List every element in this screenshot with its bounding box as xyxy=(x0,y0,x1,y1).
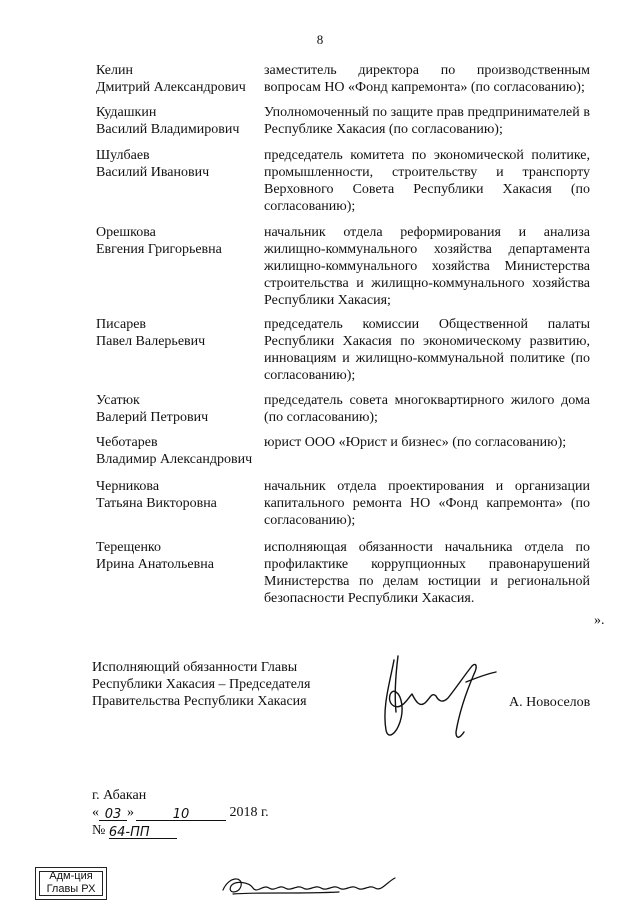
member-name xyxy=(96,62,264,96)
member-row xyxy=(96,392,590,426)
member-surname: Орешкова xyxy=(96,225,156,240)
role-line: начальник отдела проектирования и организации xyxy=(264,479,590,494)
member-row xyxy=(96,104,590,138)
member-given-names: Татьяна Викторовна xyxy=(96,496,217,511)
role-line: согласованию); xyxy=(264,368,356,383)
member-row xyxy=(96,539,590,607)
role-line: Министерства по делам юстиции и региональной xyxy=(264,574,590,589)
role-line: безопасности Республики Хакасия. xyxy=(264,591,475,606)
member-row xyxy=(96,316,590,384)
member-role xyxy=(264,434,590,468)
role-line: Республики Хакасия по экономическому развитию, xyxy=(264,334,590,349)
signatory-title xyxy=(92,659,310,710)
date-close-quote: » xyxy=(127,805,134,820)
role-line: Верховного Совета Республики Хакасия (по xyxy=(264,182,590,197)
role-line: жилищно-коммунального хозяйства Министерства xyxy=(264,259,590,274)
signatory-title-line: Республики Хакасия – Председателя xyxy=(92,677,311,692)
member-given-names: Валерий Петрович xyxy=(96,410,209,425)
role-line: профилактике коррупционных правонарушений xyxy=(264,557,590,572)
member-role xyxy=(264,539,590,607)
member-row xyxy=(96,147,590,215)
role-line: (по согласованию); xyxy=(264,410,378,425)
signatory-title-line: Правительства Республики Хакасия xyxy=(92,694,307,709)
member-surname: Усатюк xyxy=(96,393,140,408)
number-prefix: № xyxy=(92,823,106,838)
member-given-names: Евгения Григорьевна xyxy=(96,242,222,257)
member-name xyxy=(96,104,264,138)
number-value: 64-ПП xyxy=(108,825,150,840)
member-name xyxy=(96,224,264,309)
signatory-title-line: Исполняющий обязанности Главы xyxy=(92,660,298,675)
role-line: юрист ООО «Юрист и бизнес» (по согласованию); xyxy=(264,435,567,450)
stamp-line: Адм-ция xyxy=(49,870,93,882)
member-role xyxy=(264,62,590,96)
page-number: 8 xyxy=(316,32,324,47)
member-role xyxy=(264,478,590,529)
place-of-issue: г. Абакан xyxy=(92,788,147,803)
member-surname: Келин xyxy=(96,63,133,78)
member-surname: Чеботарев xyxy=(96,435,158,450)
member-given-names: Владимир Александрович xyxy=(96,452,253,467)
role-line: промышленности, строительству и транспорту xyxy=(264,165,590,180)
role-line: Уполномоченный по защите прав предпринимателей в xyxy=(264,105,590,120)
member-given-names: Павел Валерьевич xyxy=(96,334,206,349)
role-line: начальник отдела реформирования и анализа xyxy=(264,225,590,240)
stamp-line: Главы РХ xyxy=(46,883,96,895)
date-month: 10 xyxy=(172,807,190,822)
role-line: председатель совета многоквартирного жилого дома xyxy=(264,393,590,408)
date-day: 03 xyxy=(104,807,122,822)
role-line: вопросам НО «Фонд капремонта» (по согласованию); xyxy=(264,80,585,95)
handwritten-signature xyxy=(372,652,502,747)
member-given-names: Дмитрий Александрович xyxy=(96,80,246,95)
closing-quote: ». xyxy=(594,613,605,628)
role-line: заместитель директора по производственным xyxy=(264,63,590,78)
role-line: исполняющая обязанности начальника отдела по xyxy=(264,540,590,555)
member-name xyxy=(96,392,264,426)
role-line: согласованию); xyxy=(264,513,356,528)
member-given-names: Ирина Анатольевна xyxy=(96,557,214,572)
role-line: председатель комиссии Общественной палаты xyxy=(264,317,590,332)
member-row xyxy=(96,62,590,96)
member-name xyxy=(96,478,264,529)
member-role xyxy=(264,224,590,309)
document-date xyxy=(92,804,269,821)
member-name xyxy=(96,539,264,607)
member-surname: Шулбаев xyxy=(96,148,150,163)
member-surname: Терещенко xyxy=(96,540,162,555)
member-role xyxy=(264,392,590,426)
member-given-names: Василий Владимирович xyxy=(96,122,240,137)
signer-name: А. Новоселов xyxy=(509,695,591,710)
member-given-names: Василий Иванович xyxy=(96,165,210,180)
role-line: председатель комитета по экономической политике, xyxy=(264,148,590,163)
member-surname: Кудашкин xyxy=(96,105,157,120)
member-role xyxy=(264,104,590,138)
role-line: строительства и жилищно-коммунального хозяйства xyxy=(264,276,590,291)
document-number xyxy=(92,822,177,839)
date-year: 2018 г. xyxy=(229,805,269,820)
member-name xyxy=(96,147,264,215)
role-line: Республике Хакасия (по согласованию); xyxy=(264,122,503,137)
member-row xyxy=(96,224,590,309)
role-line: инновациям и жилищно-коммунальной политике (по xyxy=(264,351,590,366)
member-row xyxy=(96,434,590,468)
member-name xyxy=(96,316,264,384)
member-surname: Черникова xyxy=(96,479,160,494)
role-line: жилищно-коммунального хозяйства департамента xyxy=(264,242,590,257)
date-open-quote: « xyxy=(92,805,99,820)
role-line: капитального ремонта НО «Фонд капремонта» (по xyxy=(264,496,590,511)
member-name xyxy=(96,434,264,468)
member-row xyxy=(96,478,590,529)
initials-signature xyxy=(219,872,419,898)
office-stamp xyxy=(35,867,107,900)
member-surname: Писарев xyxy=(96,317,147,332)
role-line: Республики Хакасия; xyxy=(264,293,391,308)
member-role xyxy=(264,316,590,384)
member-role xyxy=(264,147,590,215)
role-line: согласованию); xyxy=(264,199,356,214)
